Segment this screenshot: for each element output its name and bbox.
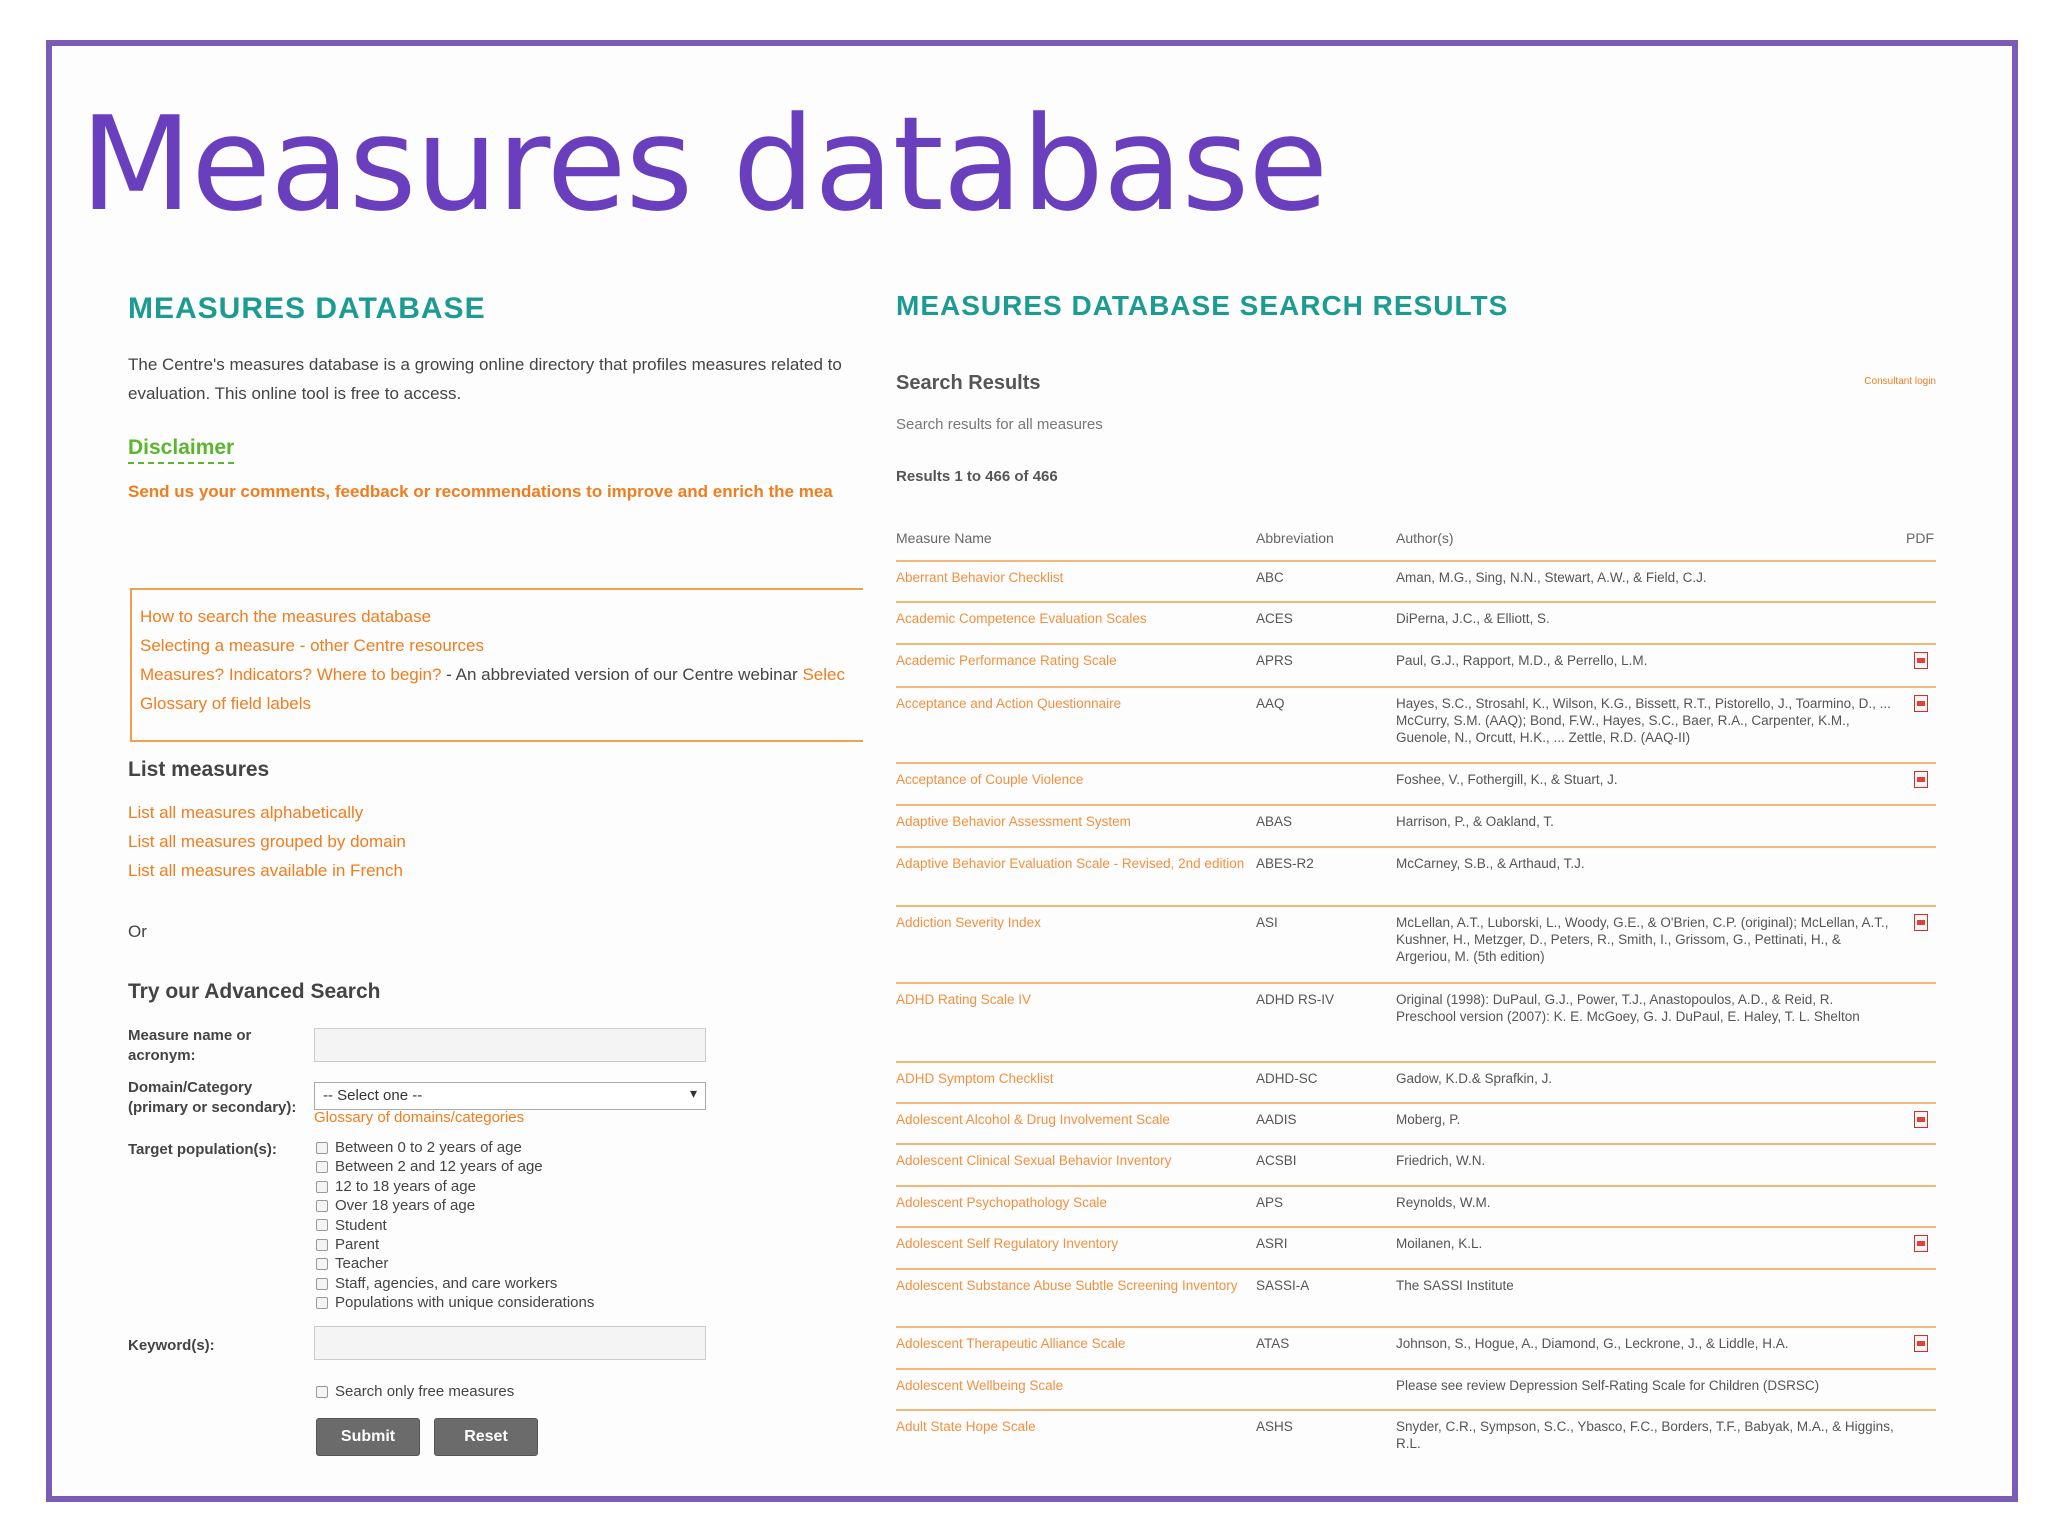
measure-name-link[interactable]: Adult State Hope Scale	[896, 1419, 1036, 1434]
abbreviation-cell: AADIS	[1256, 1112, 1297, 1127]
population-option[interactable]: Between 2 and 12 years of age	[316, 1157, 594, 1176]
abbreviation-cell: ACSBI	[1256, 1153, 1297, 1168]
abbreviation-cell: APRS	[1256, 653, 1293, 668]
checkbox[interactable]	[316, 1239, 328, 1251]
table-row	[896, 686, 1936, 762]
authors-cell: Reynolds, W.M.	[1396, 1195, 1491, 1210]
measure-name-link[interactable]: Adolescent Therapeutic Alliance Scale	[896, 1336, 1126, 1351]
intro-text: The Centre's measures database is a growing online directory that profiles measures related to evaluation. This online tool is free to access.	[128, 355, 842, 403]
chevron-down-icon: ▾	[689, 1085, 697, 1101]
free-measures-option[interactable]: Search only free measures	[316, 1382, 514, 1401]
table-row	[896, 1268, 1936, 1326]
indicators-line	[140, 660, 863, 689]
authors-cell: DiPerna, J.C., & Elliott, S.	[1396, 611, 1550, 626]
help-links-box	[130, 588, 863, 742]
pdf-icon[interactable]	[1914, 652, 1928, 669]
population-checkboxes	[316, 1138, 594, 1313]
abbreviation-cell: ACES	[1256, 611, 1293, 626]
glossary-domains-link[interactable]: Glossary of domains/categories	[314, 1109, 525, 1126]
list-french-link[interactable]: List all measures available in French	[128, 861, 403, 880]
list-measures-heading: List measures	[128, 758, 270, 781]
results-page-heading: MEASURES DATABASE SEARCH RESULTS	[896, 290, 1509, 321]
table-row	[896, 905, 1936, 982]
table-row	[896, 643, 1936, 686]
keyword-input[interactable]	[314, 1326, 706, 1360]
abbreviation-cell: ASHS	[1256, 1419, 1293, 1434]
abbreviation-cell: ABES-R2	[1256, 856, 1314, 871]
keyword-label: Keyword(s):	[128, 1337, 215, 1354]
abbreviation-cell: ADHD RS-IV	[1256, 992, 1335, 1007]
table-header	[896, 530, 1936, 550]
table-row	[896, 762, 1936, 804]
measure-name-link[interactable]: Academic Performance Rating Scale	[896, 653, 1117, 668]
search-results-heading: Search Results	[896, 372, 1041, 394]
measure-name-link[interactable]: Adolescent Self Regulatory Inventory	[896, 1236, 1119, 1251]
disclaimer-link[interactable]: Disclaimer	[128, 436, 234, 464]
table-row	[896, 560, 1936, 601]
table-row	[896, 846, 1936, 905]
or-text: Or	[128, 922, 147, 941]
pdf-cell	[1914, 1235, 1932, 1253]
checkbox[interactable]	[316, 1219, 328, 1231]
glossary-field-labels-link[interactable]: Glossary of field labels	[140, 694, 312, 713]
checkbox[interactable]	[316, 1142, 328, 1154]
measure-name-link[interactable]: Adolescent Wellbeing Scale	[896, 1378, 1064, 1393]
population-option[interactable]: Parent	[316, 1235, 594, 1254]
population-option[interactable]: Between 0 to 2 years of age	[316, 1138, 594, 1157]
authors-cell: Friedrich, W.N.	[1396, 1153, 1486, 1168]
how-to-search-link[interactable]: How to search the measures database	[140, 607, 432, 626]
checkbox[interactable]	[316, 1161, 328, 1173]
checkbox[interactable]	[316, 1181, 328, 1193]
table-row	[896, 601, 1936, 643]
measure-name-link[interactable]: Acceptance and Action Questionnaire	[896, 696, 1122, 711]
authors-cell: Moberg, P.	[1396, 1112, 1461, 1127]
pdf-icon[interactable]	[1914, 695, 1928, 712]
column-header-authors[interactable]: Author(s)	[1396, 530, 1454, 546]
abbreviation-cell: ABAS	[1256, 814, 1293, 829]
checkbox[interactable]	[316, 1297, 328, 1309]
table-row	[896, 804, 1936, 846]
table-row	[896, 1368, 1936, 1409]
authors-cell: Johnson, S., Hogue, A., Diamond, G., Leckrone, J., & Liddle, H.A.	[1396, 1336, 1789, 1351]
population-option[interactable]: Student	[316, 1216, 594, 1235]
domain-select[interactable]: -- Select one -- ▾	[314, 1082, 706, 1110]
abbreviation-cell: APS	[1256, 1195, 1284, 1210]
population-option[interactable]: Staff, agencies, and care workers	[316, 1274, 594, 1293]
advanced-search-heading: Try our Advanced Search	[128, 980, 381, 1003]
pdf-cell	[1914, 914, 1932, 932]
pdf-cell	[1914, 771, 1932, 789]
checkbox[interactable]	[316, 1200, 328, 1212]
abbreviation-cell: AAQ	[1256, 696, 1285, 711]
domain-label: Domain/Category (primary or secondary):	[128, 1079, 297, 1116]
slide-title: Measures database	[80, 88, 1328, 240]
pdf-icon[interactable]	[1914, 771, 1928, 788]
pdf-cell	[1914, 1335, 1932, 1353]
measure-name-link[interactable]: ADHD Symptom Checklist	[896, 1071, 1054, 1086]
population-option[interactable]: Over 18 years of age	[316, 1196, 594, 1215]
pdf-icon[interactable]	[1914, 914, 1928, 931]
checkbox[interactable]	[316, 1258, 328, 1270]
measure-name-link[interactable]: Aberrant Behavior Checklist	[896, 570, 1064, 585]
table-row	[896, 1326, 1936, 1368]
table-row	[896, 1409, 1936, 1469]
measure-name-link[interactable]: Adolescent Substance Abuse Subtle Screening Inventory	[896, 1278, 1238, 1293]
authors-cell: Paul, G.J., Rapport, M.D., & Perrello, L.M.	[1396, 653, 1648, 668]
authors-cell: Hayes, S.C., Strosahl, K., Wilson, K.G., Bissett, R.T., Pistorello, J., Toarmino, D., ... McCurry, S.M. (AAQ); Bond, F.W., Hayes, S.C., Baer, R.A., Carpenter, K.M., Guenole, N., Orcutt, H.K., ... Zettle, R.D. (AAQ-II)	[1396, 696, 1891, 745]
results-count: Results 1 to 466 of 466	[896, 468, 1058, 485]
abbreviation-cell: ADHD-SC	[1256, 1071, 1318, 1086]
authors-cell: Aman, M.G., Sing, N.N., Stewart, A.W., & Field, C.J.	[1396, 570, 1707, 585]
authors-cell: Snyder, C.R., Sympson, S.C., Ybasco, F.C., Borders, T.F., Babyak, M.A., & Higgins, R.L.	[1396, 1419, 1894, 1451]
authors-cell: Gadow, K.D.& Sprafkin, J.	[1396, 1071, 1553, 1086]
abbreviation-cell: ASRI	[1256, 1236, 1288, 1251]
pdf-cell	[1914, 1111, 1932, 1129]
population-option[interactable]: Teacher	[316, 1254, 594, 1273]
list-measures-links	[128, 798, 406, 885]
page-heading: MEASURES DATABASE	[128, 292, 486, 325]
table-row	[896, 1185, 1936, 1226]
webinar-link[interactable]: Selec	[802, 665, 845, 684]
authors-cell: Harrison, P., & Oakland, T.	[1396, 814, 1554, 829]
measure-name-link[interactable]: Adolescent Clinical Sexual Behavior Inventory	[896, 1153, 1172, 1168]
measure-name-link[interactable]: Adolescent Alcohol & Drug Involvement Scale	[896, 1112, 1170, 1127]
list-by-domain-link[interactable]: List all measures grouped by domain	[128, 832, 406, 851]
list-alphabetical-link[interactable]: List all measures alphabetically	[128, 803, 364, 822]
indicators-link[interactable]: Measures? Indicators? Where to begin?	[140, 665, 442, 684]
authors-cell: Original (1998): DuPaul, G.J., Power, T.J., Anastopoulos, A.D., & Reid, R. Preschool version (2007): K. E. McGoey, G. J. DuPaul, E. Haley, T. L. Shelton	[1396, 992, 1860, 1024]
measure-name-input[interactable]	[314, 1028, 706, 1062]
pdf-cell	[1914, 695, 1932, 713]
authors-cell: McCarney, S.B., & Arthaud, T.J.	[1396, 856, 1585, 871]
pdf-cell	[1914, 652, 1932, 670]
submit-button[interactable]: Submit	[316, 1418, 420, 1456]
measures-database-panel	[128, 280, 863, 1460]
measure-name-link[interactable]: Adaptive Behavior Assessment System	[896, 814, 1131, 829]
abbreviation-cell: SASSI-A	[1256, 1278, 1310, 1293]
checkbox[interactable]	[316, 1386, 328, 1398]
table-row	[896, 1143, 1936, 1185]
pdf-icon[interactable]	[1914, 1235, 1928, 1252]
reset-button[interactable]: Reset	[434, 1418, 538, 1456]
indicators-text: - An abbreviated version of our Centre webinar	[441, 665, 803, 684]
authors-cell: McLellan, A.T., Luborski, L., Woody, G.E., & O'Brien, C.P. (original); McLellan, A.T., Kushner, H., Metzger, D., Peters, R., Smith, I., Grissom, G., Pettinati, H., & Argeriou, M. (5th edition)	[1396, 915, 1889, 964]
population-option[interactable]: 12 to 18 years of age	[316, 1177, 594, 1196]
table-row	[896, 1226, 1936, 1268]
measure-name-link[interactable]: Addiction Severity Index	[896, 915, 1041, 930]
consultant-login-link[interactable]: Consultant login	[1864, 376, 1936, 387]
measure-name-link[interactable]: Adaptive Behavior Evaluation Scale - Revised, 2nd edition	[896, 856, 1245, 871]
measure-name-link[interactable]: ADHD Rating Scale IV	[896, 992, 1032, 1007]
selecting-measure-link[interactable]: Selecting a measure - other Centre resources	[140, 636, 484, 655]
measure-name-link[interactable]: Adolescent Psychopathology Scale	[896, 1195, 1107, 1210]
abbreviation-cell: ASI	[1256, 915, 1278, 930]
pdf-icon[interactable]	[1914, 1335, 1928, 1352]
column-header-name[interactable]: Measure Name	[896, 530, 992, 546]
column-header-pdf: PDF	[1906, 530, 1934, 546]
table-row	[896, 1061, 1936, 1102]
population-option[interactable]: Populations with unique considerations	[316, 1293, 594, 1312]
abbreviation-cell: ATAS	[1256, 1336, 1290, 1351]
column-header-abbreviation[interactable]: Abbreviation	[1256, 530, 1334, 546]
authors-cell: The SASSI Institute	[1396, 1278, 1514, 1293]
feedback-link[interactable]: Send us your comments, feedback or recommendations to improve and enrich the mea	[128, 482, 833, 501]
table-row	[896, 982, 1936, 1061]
authors-cell: Please see review Depression Self-Rating Scale for Children (DSRSC)	[1396, 1378, 1820, 1393]
abbreviation-cell: ABC	[1256, 570, 1284, 585]
measure-name-link[interactable]: Acceptance of Couple Violence	[896, 772, 1084, 787]
search-results-panel	[896, 280, 1968, 1480]
table-row	[896, 1102, 1936, 1143]
target-population-label: Target population(s):	[128, 1141, 277, 1158]
authors-cell: Foshee, V., Fothergill, K., & Stuart, J.	[1396, 772, 1618, 787]
authors-cell: Moilanen, K.L.	[1396, 1236, 1483, 1251]
checkbox[interactable]	[316, 1278, 328, 1290]
pdf-icon[interactable]	[1914, 1111, 1928, 1128]
measure-name-link[interactable]: Academic Competence Evaluation Scales	[896, 611, 1147, 626]
measure-name-label: Measure name or acronym:	[128, 1027, 252, 1064]
search-results-subtitle: Search results for all measures	[896, 416, 1103, 433]
